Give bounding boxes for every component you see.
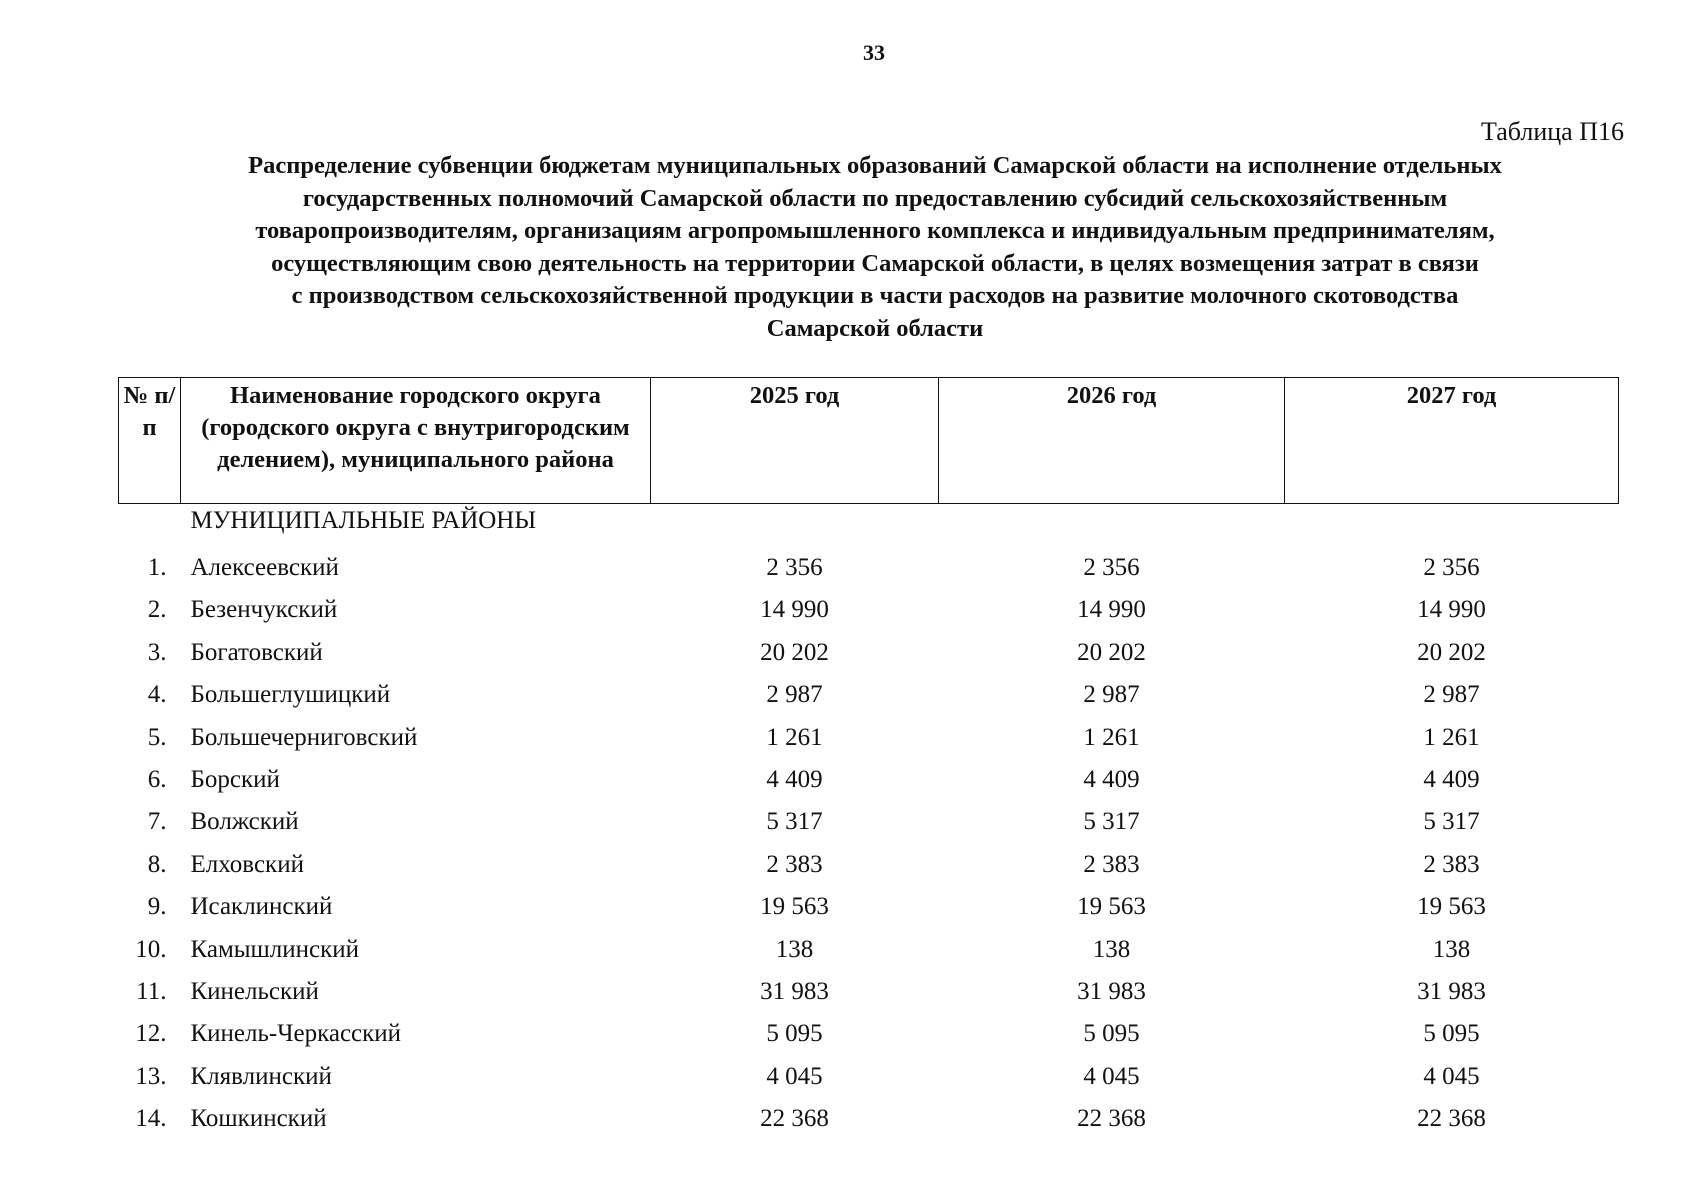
page-number: 33 [863,40,885,65]
district-name: Волжский [190,808,299,836]
district-name: Клявлинский [190,1062,332,1090]
row-number: 10. [135,935,167,963]
district-name: Кинельский [190,977,319,1005]
value-2026: 31 983 [1077,977,1146,1005]
row-number: 13. [135,1062,167,1090]
value-2025: 2 356 [766,554,823,582]
district-name: Камышлинский [190,935,360,963]
value-2025: 4 045 [766,1062,823,1090]
value-2026: 2 356 [1083,554,1140,582]
header-name: Наименование городского округа (городского округа с внутригородским делением), муниципального района [181,378,651,504]
value-2026: 4 045 [1083,1062,1140,1090]
value-2026: 1 261 [1083,723,1140,751]
value-2027: 4 409 [1423,766,1480,794]
document-title [125,150,1625,345]
table-row [119,970,1619,1012]
value-2025: 31 983 [760,977,829,1005]
table-row [119,589,1619,631]
section-row [119,504,1619,547]
value-2026: 2 383 [1083,850,1140,878]
table-row [119,546,1619,588]
value-2025: 14 990 [760,596,829,624]
title-line: с производством сельскохозяйственной продукции в части расходов на развитие молочного скотоводства [291,282,1459,309]
table-row [119,843,1619,885]
header-num: № п/п [119,378,181,504]
value-2027: 5 317 [1423,808,1480,836]
value-2026: 22 368 [1077,1105,1146,1133]
value-2025: 4 409 [766,766,823,794]
row-number: 3. [147,638,167,666]
table-row [119,631,1619,673]
district-name: Кошкинский [190,1105,327,1133]
value-2027: 138 [1432,935,1471,963]
header-year-2026: 2026 год [939,378,1285,504]
district-name: Елховский [190,850,304,878]
value-2027: 4 045 [1423,1062,1480,1090]
district-name: Большечерниговский [190,723,418,751]
district-name: Богатовский [190,638,323,666]
table-row [119,928,1619,970]
value-2027: 14 990 [1417,596,1486,624]
header-row [119,378,1619,504]
value-2026: 14 990 [1077,596,1146,624]
district-name: Кинель-Черкасский [190,1020,402,1048]
value-2025: 5 095 [766,1020,823,1048]
table-row [119,1097,1619,1139]
table-header [119,378,1619,504]
district-name: Борский [190,766,280,794]
row-number: 6. [147,766,167,794]
value-2025: 138 [775,935,814,963]
title-line: государственных полномочий Самарской области по предоставлению субсидий сельскохозяйственным [302,184,1448,212]
row-number: 12. [135,1020,167,1048]
value-2026: 19 563 [1077,893,1146,921]
value-2027: 5 095 [1423,1020,1480,1048]
table-row [119,1055,1619,1097]
value-2025: 2 987 [766,681,823,709]
value-2027: 31 983 [1417,977,1486,1005]
title-line: товаропроизводителям, организациям агропромышленного комплекса и индивидуальным предпринимателям, [255,217,1495,244]
header-year-2027: 2027 год [1285,378,1619,504]
value-2027: 20 202 [1417,638,1486,666]
subvention-table [118,377,1619,1140]
value-2026: 138 [1092,935,1131,963]
district-name: Безенчукский [190,596,338,624]
table-body [119,504,1619,1140]
value-2027: 2 987 [1423,681,1480,709]
row-number: 5. [147,723,167,751]
table-row [119,801,1619,843]
row-number: 8. [147,850,167,878]
section-title: МУНИЦИПАЛЬНЫЕ РАЙОНЫ [190,507,537,534]
value-2026: 5 095 [1083,1020,1140,1048]
row-number: 4. [147,681,167,709]
value-2026: 20 202 [1077,638,1146,666]
row-number: 9. [147,893,167,921]
table-label: Таблица П16 [1481,117,1624,146]
value-2025: 19 563 [760,893,829,921]
value-2025: 2 383 [766,850,823,878]
value-2025: 5 317 [766,808,823,836]
table-row [119,674,1619,716]
district-name: Большеглушицкий [190,681,391,709]
row-number: 11. [136,977,167,1005]
title-line: осуществляющим свою деятельность на территории Самарской области, в целях возмещения затрат в связи [271,249,1479,277]
value-2025: 20 202 [760,638,829,666]
value-2027: 1 261 [1423,723,1480,751]
table-row [119,716,1619,758]
row-number: 14. [135,1105,167,1133]
value-2027: 2 383 [1423,850,1480,878]
title-line: Распределение субвенции бюджетам муниципальных образований Самарской области на исполнение отдельных [248,152,1502,179]
value-2025: 1 261 [766,723,823,751]
row-number: 1. [147,554,167,582]
district-name: Исаклинский [190,893,333,921]
value-2027: 2 356 [1423,554,1480,582]
row-number: 2. [147,596,167,624]
table-row [119,1013,1619,1055]
value-2025: 22 368 [760,1105,829,1133]
title-line: Самарской области [766,314,984,342]
district-name: Алексеевский [190,554,339,582]
value-2026: 4 409 [1083,766,1140,794]
table-row [119,886,1619,928]
value-2027: 19 563 [1417,893,1486,921]
value-2026: 2 987 [1083,681,1140,709]
row-number: 7. [147,808,167,836]
value-2027: 22 368 [1417,1105,1486,1133]
table-row [119,758,1619,800]
header-year-2025: 2025 год [651,378,939,504]
value-2026: 5 317 [1083,808,1140,836]
